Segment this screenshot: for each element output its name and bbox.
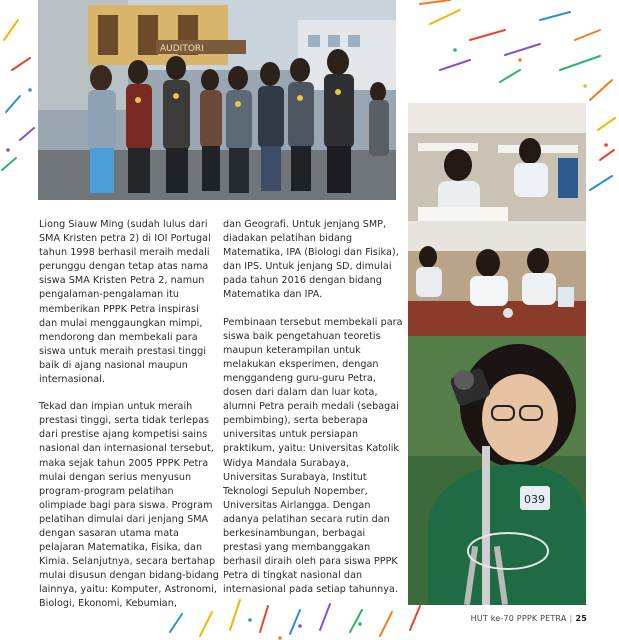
- confetti-dot: [583, 84, 587, 88]
- confetti-streak: [420, 0, 450, 4]
- confetti-streak: [380, 612, 392, 636]
- confetti-streak: [500, 70, 520, 82]
- name-tag-number: 039: [524, 493, 545, 506]
- lab-practicum-photo: [408, 221, 586, 336]
- confetti-streak: [20, 128, 34, 140]
- paragraph: Tekad dan impian untuk meraih prestasi tinggi, serta tidak terlepas dari prestise ajang kompetisi sains nasional dan internasional tersebut, maka sejak tahun 2005 PPPK Petra mulai dengan serius menyusun program-program pelatihan olimpiade bagi para siswa. Program pelatihan dimulai dari jenjang SMA dengan sasaran utama mata pelajaran Matematika, Fisika, dan Kimia. Selanjutnya, secara bertahap mulai disusun dengan bidang-bidang lainnya, yaitu: Komputer, Astronomi, Biologi, Ekonomi, Kebumian,: [39, 401, 219, 610]
- confetti-dot: [518, 58, 522, 62]
- telescope-student-photo: [408, 336, 586, 605]
- paragraph: Liong Siauw Ming (sudah lulus dari SMA Kristen petra 2) di IOI Portugal tahun 1998 berhasil meraih medali perunggu dengan tetap atas nama siswa SMA Kristen Petra 2, namun pengalaman-pengalaman itu memberikan PPPK Petra inspirasi dan mulai menggaungkan mimpi, mendorong dan membekali para siswa untuk meraih prestasi tinggi baik di ajang nasional maupun internasional.: [39, 219, 211, 386]
- article-right-column: [223, 218, 403, 610]
- confetti-streak: [575, 30, 600, 40]
- confetti-streak: [440, 60, 470, 70]
- confetti-dot: [298, 624, 302, 628]
- confetti-streak: [540, 12, 570, 20]
- exam-hall-photo: [408, 103, 586, 221]
- confetti-streak: [590, 176, 612, 190]
- paragraph: Pembinaan tersebut membekali para siswa baik pengetahuan teoretis maupun keterampilan untuk melakukan eksperimen, dengan menggandeng guru-guru Petra, dosen dari dalam dan luar kota, alumni Petra peraih medali (sebagai pembimbing), serta beberapa universitas untuk persiapan praktikum, yaitu: Universitas Katolik Widya Mandala Surabaya, Universitas Surabaya, Institut Teknologi Sepuluh Nopember, Universitas Airlangga. Dengan adanya pelatihan secara rutin dan berkesinambungan, berbagai prestasi yang membanggakan berhasil diraih oleh para siswa PPPK Petra di tingkat nasional dan internasional pada setiap tahunnya.: [223, 316, 403, 596]
- confetti-streak: [12, 58, 30, 70]
- group-medal-photo: [38, 0, 396, 200]
- footer-label: HUT ke-70 PPPK PETRA: [470, 614, 567, 623]
- page-footer: HUT ke-70 PPPK PETRA | 25: [470, 614, 587, 623]
- confetti-streak: [505, 44, 540, 55]
- confetti-dot: [604, 143, 608, 147]
- confetti-streak: [590, 80, 612, 100]
- confetti-streak: [600, 150, 614, 160]
- confetti-streak: [350, 610, 362, 632]
- confetti-streak: [598, 118, 615, 130]
- confetti-streak: [290, 610, 300, 634]
- confetti-streak: [2, 158, 16, 170]
- article-left-column: [39, 218, 219, 625]
- confetti-dot: [6, 148, 10, 152]
- confetti-dot: [278, 636, 282, 640]
- paragraph: dan Geografi. Untuk jenjang SMP, diadakan pelatihan bidang Matematika, IPA (Biologi dan Fisika), dan IPS. Untuk jenjang SD, dimulai pada tahun 2016 dengan bidang Matematika dan IPA.: [223, 219, 399, 301]
- confetti-streak: [6, 96, 20, 112]
- auditorium-sign: AUDITORI: [160, 44, 204, 54]
- page-number: 25: [575, 614, 587, 623]
- confetti-streak: [430, 10, 460, 24]
- confetti-streak: [560, 56, 600, 70]
- confetti-streak: [4, 20, 18, 40]
- confetti-dot: [358, 622, 362, 626]
- confetti-dot: [453, 48, 457, 52]
- confetti-streak: [410, 606, 420, 630]
- confetti-dot: [248, 618, 252, 622]
- confetti-streak: [470, 30, 505, 40]
- confetti-dot: [28, 88, 32, 92]
